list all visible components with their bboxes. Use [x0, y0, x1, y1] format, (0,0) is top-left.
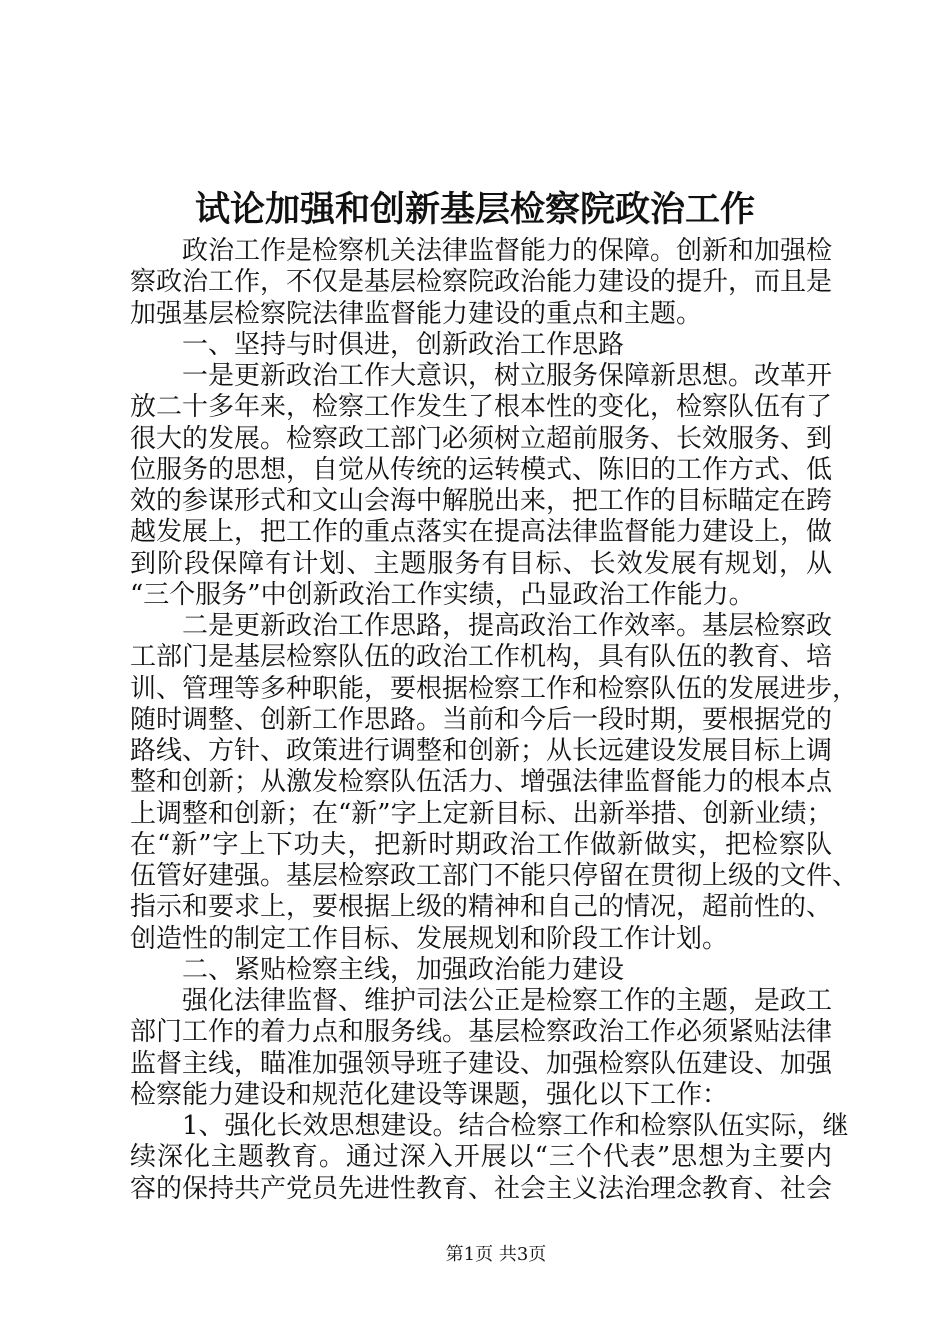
body-line: 整和创新；从激发检察队伍活力、增强法律监督能力的根本点	[130, 767, 833, 798]
section-heading-line: 二、紧贴检察主线，加强政治能力建设	[182, 954, 625, 985]
body-line: 工部门是基层检察队伍的政治工作机构，具有队伍的教育、培	[130, 642, 833, 673]
body-line: 越发展上，把工作的重点落实在提高法律监督能力建设上，做	[130, 517, 833, 548]
paragraph-item-1	[130, 1111, 849, 1205]
body-line: 指示和要求上，要根据上级的精神和自己的情况，超前性的、	[130, 892, 833, 923]
body-line: 加强基层检察院法律监督能力建设的重点和主题。	[130, 298, 703, 329]
body-line: 创造性的制定工作目标、发展规划和阶段工作计划。	[130, 923, 729, 954]
body-line: 政治工作是检察机关法律监督能力的保障。创新和加强检	[182, 236, 833, 266]
body-line: 路线、方针、政策进行调整和创新；从长远建设发展目标上调	[130, 736, 833, 766]
body-line: 放二十多年来，检察工作发生了根本性的变化，检察队伍有了	[130, 392, 833, 423]
body-line: 伍管好建强。基层检察政工部门不能只停留在贯彻上级的文件、	[130, 861, 859, 891]
body-line: 监督主线，瞄准加强领导班子建设、加强检察队伍建设、加强	[130, 1048, 833, 1079]
body-line: 训、管理等多种职能，要根据检察工作和检察队伍的发展进步，	[130, 673, 859, 704]
body-line: 强化法律监督、维护司法公正是检察工作的主题，是政工	[182, 986, 833, 1016]
section-heading-2	[130, 955, 832, 986]
section-heading-line: 一、坚持与时俱进，创新政治工作思路	[182, 329, 625, 360]
body-line: 位服务的思想，自觉从传统的运转模式、陈旧的工作方式、低	[130, 454, 833, 485]
paragraph-point-2	[130, 611, 859, 955]
body-line: 1、强化长效思想建设。结合检察工作和检察队伍实际，继	[182, 1111, 849, 1141]
body-line: 容的保持共产党员先进性教育、社会主义法治理念教育、社会	[130, 1173, 833, 1204]
document-body	[130, 236, 859, 1205]
page-number-footer: 第1页 共3页	[445, 1244, 547, 1265]
paragraph-intro	[130, 236, 832, 330]
body-line: 上调整和创新；在“新”字上定新目标、出新举措、创新业绩；	[130, 798, 833, 829]
paragraph-section-2-intro	[130, 986, 832, 1111]
body-line: “三个服务”中创新政治工作实绩，凸显政治工作能力。	[130, 579, 755, 610]
body-line: 很大的发展。检察政工部门必须树立超前服务、长效服务、到	[130, 423, 833, 454]
section-heading-1	[130, 330, 832, 361]
body-line: 一是更新政治工作大意识，树立服务保障新思想。改革开	[182, 361, 833, 391]
body-line: 续深化主题教育。通过深入开展以“三个代表”思想为主要内	[130, 1142, 832, 1173]
body-line: 察政治工作，不仅是基层检察院政治能力建设的提升，而且是	[130, 267, 833, 298]
body-line: 二是更新政治工作思路，提高政治工作效率。基层检察政	[182, 611, 833, 641]
paragraph-point-1	[130, 361, 832, 611]
body-line: 随时调整、创新工作思路。当前和今后一段时期，要根据党的	[130, 704, 833, 735]
body-line: 到阶段保障有计划、主题服务有目标、长效发展有规划，从	[130, 548, 832, 579]
body-line: 效的参谋形式和文山会海中解脱出来，把工作的目标瞄定在跨	[130, 486, 833, 516]
body-line: 检察能力建设和规范化建设等课题，强化以下工作：	[130, 1079, 729, 1110]
document-title: 试论加强和创新基层检察院政治工作	[194, 189, 755, 230]
body-line: 部门工作的着力点和服务线。基层检察政治工作必须紧贴法律	[130, 1017, 833, 1048]
body-line: 在“新”字上下功夫，把新时期政治工作做新做实，把检察队	[130, 829, 832, 860]
